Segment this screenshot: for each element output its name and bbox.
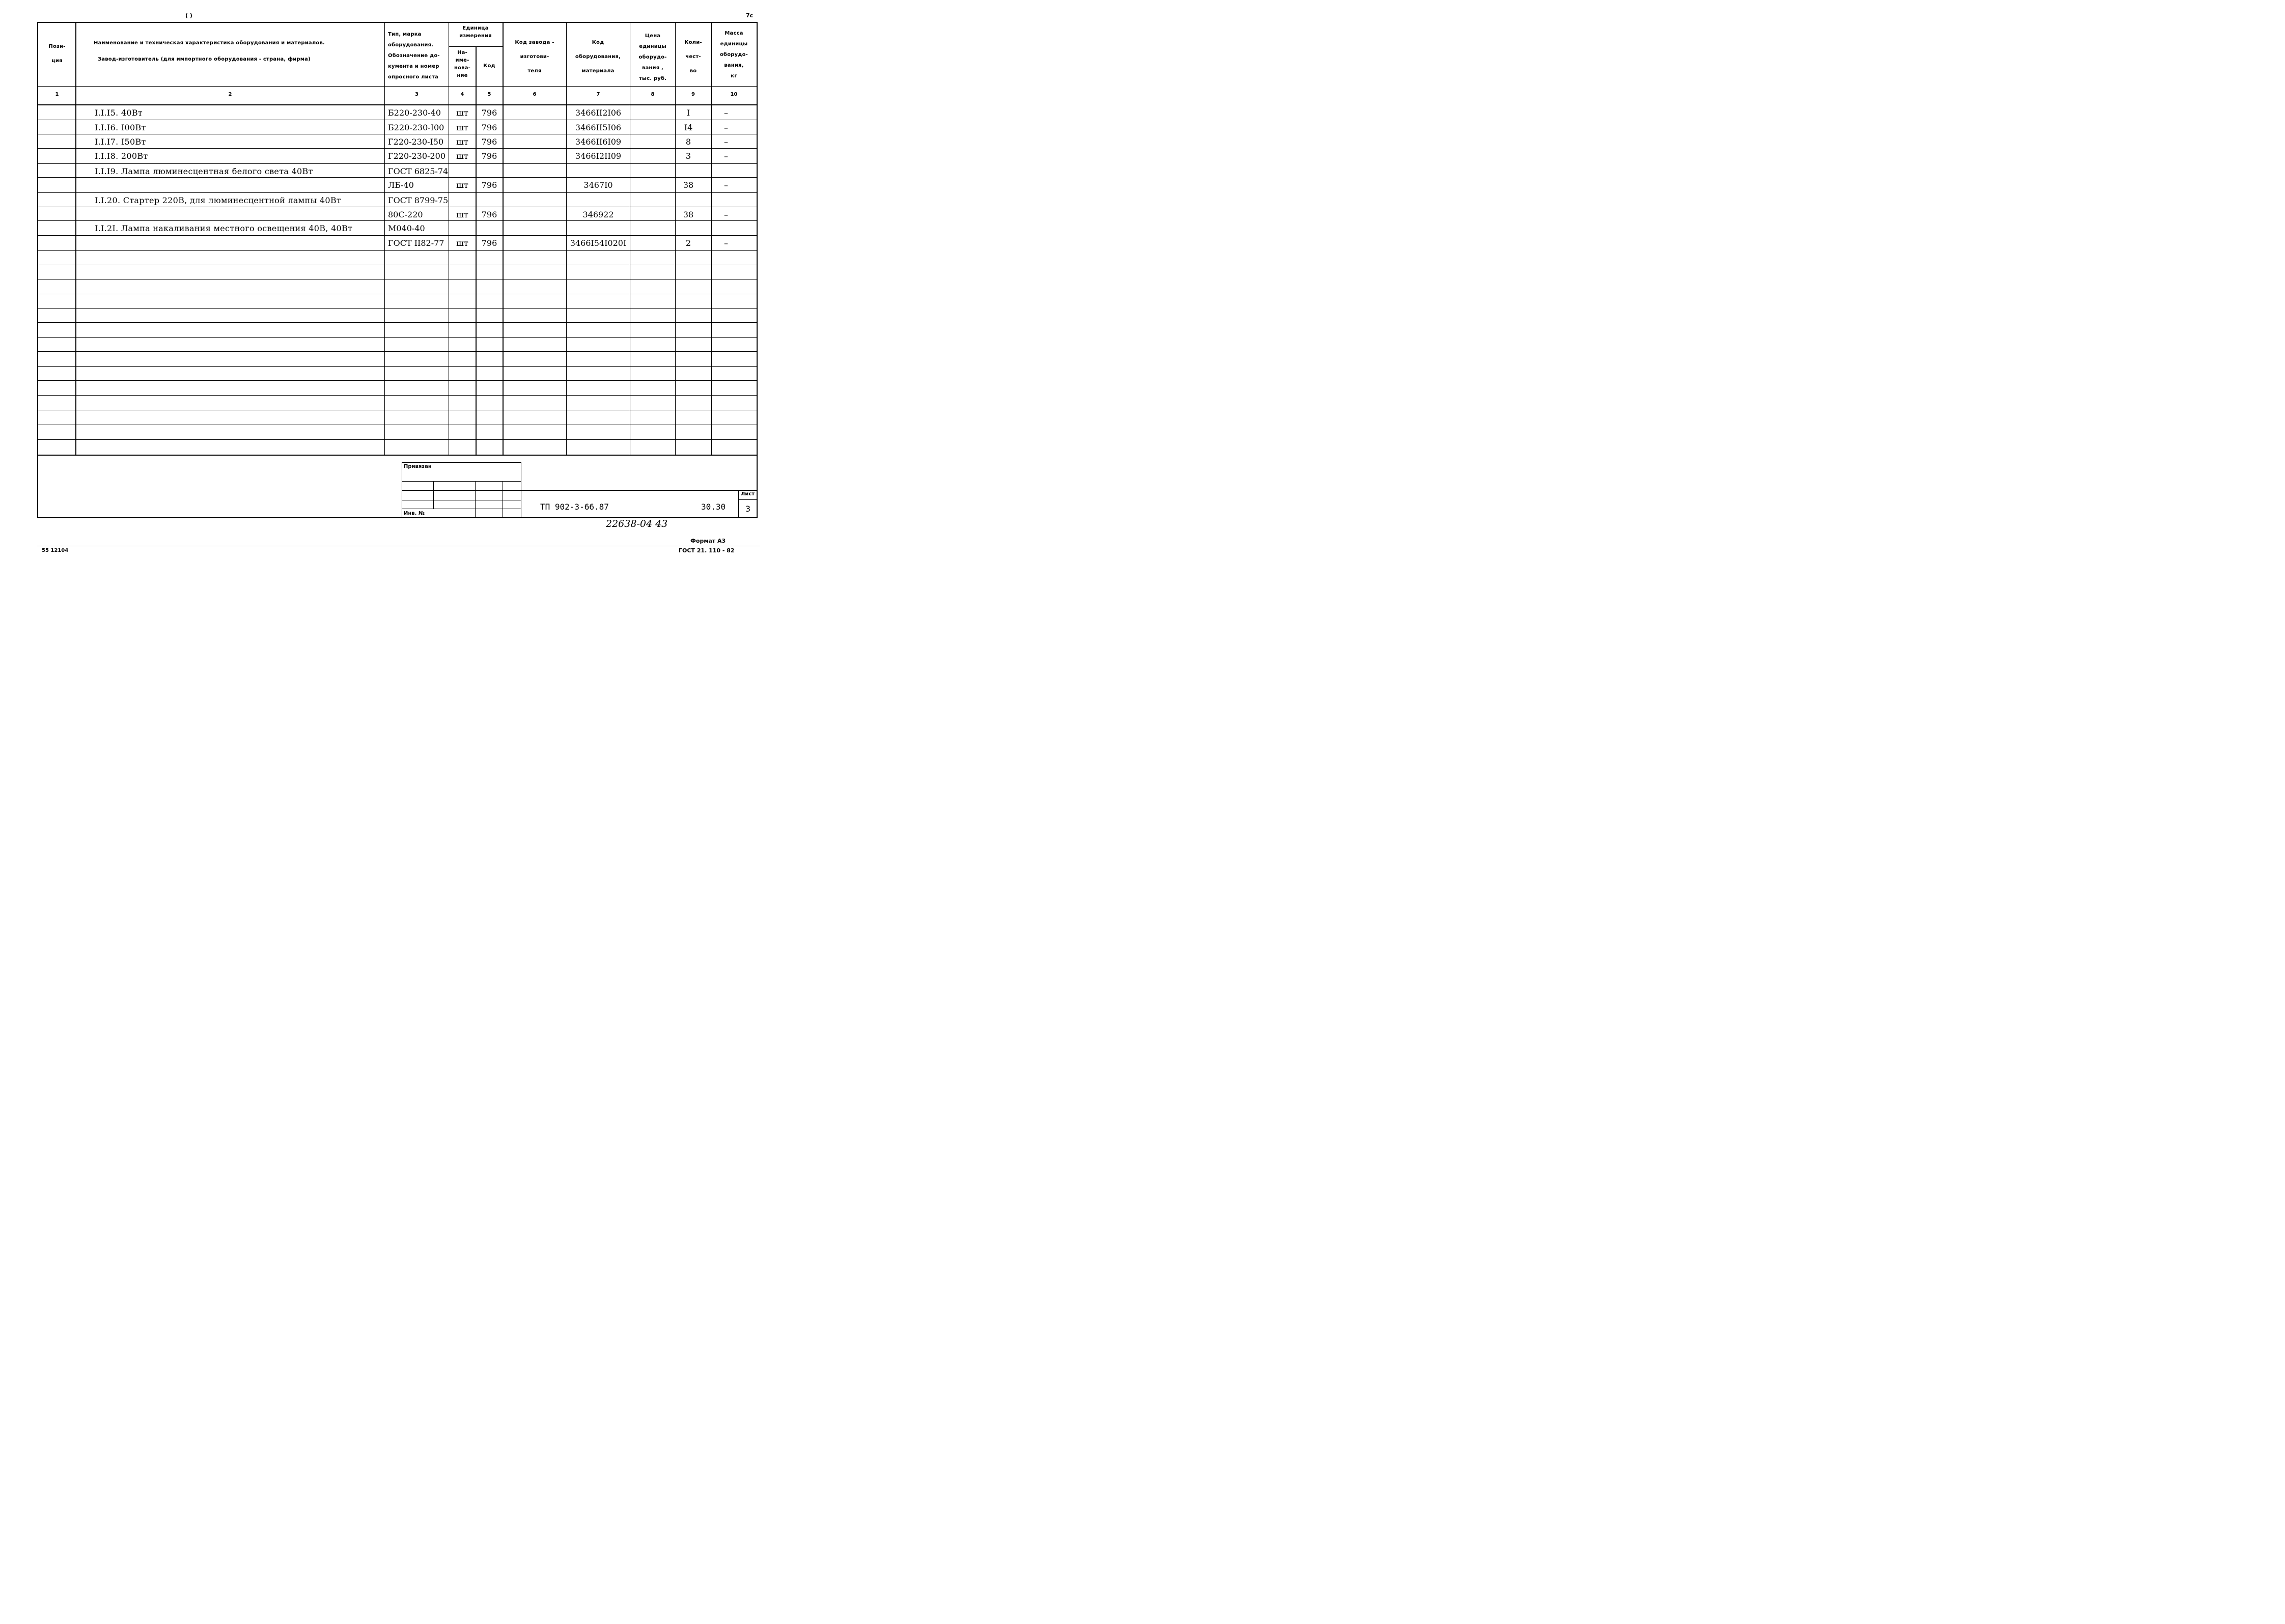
row-equipment-code: 3466I54I020I — [570, 238, 627, 248]
colnum-8: 8 — [651, 92, 655, 97]
row-rule — [38, 351, 757, 352]
row-mass: – — [724, 137, 728, 147]
row-unit: шт — [456, 151, 468, 161]
colnum-4: 4 — [460, 92, 464, 97]
row-unit-code: 796 — [481, 137, 497, 147]
stamp-col-2 — [475, 481, 476, 518]
row-rule — [38, 177, 757, 178]
row-name: I.I.2I. Лампа накаливания местного освещения 40В, 40Вт — [95, 223, 353, 233]
stamp-doc-code: ТП 902-3-66.87 — [540, 502, 609, 512]
row-name: I.I.I6. I00Вт — [95, 123, 146, 132]
row-unit-code: 796 — [481, 108, 497, 118]
colnum-1: 1 — [55, 92, 59, 97]
colnum-6: 6 — [533, 92, 537, 97]
row-unit-code: 796 — [481, 123, 497, 132]
row-unit-code: 796 — [481, 151, 497, 161]
row-rule — [38, 380, 757, 381]
row-rule — [38, 192, 757, 193]
row-quantity: 3 — [685, 151, 691, 161]
row-mass: – — [724, 238, 728, 248]
row-rule — [38, 250, 757, 251]
header-unit-mass: Масса единицы оборудо- вания, кг — [719, 31, 748, 79]
row-unit-code: 796 — [481, 238, 497, 248]
row-quantity: I — [686, 108, 690, 118]
row-unit: шт — [456, 137, 468, 147]
row-unit-code: 796 — [481, 210, 497, 219]
stamp-inv-label: Инв. № — [404, 511, 425, 516]
row-unit: шт — [456, 210, 468, 219]
row-type: ЛБ-40 — [388, 180, 414, 190]
footer-gost: ГОСТ 21. 110 - 82 — [679, 547, 735, 554]
col-divider-5 — [503, 22, 504, 455]
colnum-3: 3 — [415, 92, 419, 97]
header-type: Тип, марка оборудования. Обозначение до- кумента и номер опросного листа — [388, 32, 440, 80]
row-rule — [38, 220, 757, 221]
row-unit: шт — [456, 238, 468, 248]
header-name-line2: Завод-изготовитель (для импортного оборудования - страна, фирма) — [98, 57, 311, 62]
stamp-top — [402, 462, 521, 463]
row-mass: – — [724, 108, 728, 118]
colnum-5: 5 — [487, 92, 491, 97]
row-mass: – — [724, 180, 728, 190]
row-quantity: 38 — [683, 180, 694, 190]
row-type: Г220-230-I50 — [388, 137, 444, 147]
row-rule — [38, 322, 757, 323]
row-rule — [38, 366, 757, 367]
table-bottom-rule — [38, 455, 757, 456]
header-position: Пози- ция — [48, 44, 66, 64]
row-rule — [38, 308, 757, 309]
header-unit-code: Код — [483, 63, 495, 69]
header-bottom-rule — [38, 86, 757, 87]
col-divider-2 — [384, 22, 385, 455]
stamp-rule-1 — [402, 481, 521, 482]
header-unit-price: Цена единицы оборудо- вания , тыс. руб. — [638, 33, 667, 81]
top-right-mark: 7с — [746, 12, 754, 19]
footer-format: Формат А3 — [690, 538, 726, 544]
colnum-2: 2 — [228, 92, 232, 97]
row-mass: – — [724, 151, 728, 161]
top-center-mark: ( ) — [185, 12, 192, 19]
stamp-col-1 — [433, 481, 434, 509]
row-unit: шт — [456, 180, 468, 190]
colnum-10: 10 — [730, 92, 738, 97]
header-quantity: Коли- чест- во — [684, 40, 702, 74]
colnum-7: 7 — [596, 92, 600, 97]
row-rule — [38, 163, 757, 164]
row-rule — [38, 439, 757, 440]
row-unit: шт — [456, 123, 468, 132]
row-type: Г220-230-200 — [388, 151, 446, 161]
title-block-top — [521, 490, 758, 491]
header-equipment-code: Код оборудования, материала — [575, 40, 621, 74]
row-name: I.I.I9. Лампа люминесцентная белого света 40Вт — [95, 166, 313, 176]
row-rule — [38, 395, 757, 396]
row-type: 80С-220 — [388, 210, 423, 219]
row-unit: шт — [456, 108, 468, 118]
row-name: I.I.20. Стартер 220В, для люминесцентной лампы 40Вт — [95, 195, 342, 205]
row-rule — [38, 235, 757, 236]
row-name: I.I.I5. 40Вт — [95, 108, 143, 118]
row-rule — [38, 148, 757, 149]
stamp-bound-label: Привязан — [404, 464, 432, 469]
sheet-box-rule — [738, 499, 758, 500]
row-type: Б220-230-I00 — [388, 123, 444, 132]
header-factory-code: Код завода - изготови- теля — [515, 40, 554, 74]
row-equipment-code: 3466II5I06 — [575, 123, 622, 132]
header-name-line1: Наименование и техническая характеристика оборудования и материалов. — [94, 40, 325, 46]
row-quantity: 8 — [685, 137, 691, 147]
row-equipment-code: 3466II2I06 — [575, 108, 622, 118]
row-name: I.I.I8. 200Вт — [95, 151, 148, 161]
stamp-sheet-number: 3 — [745, 504, 751, 514]
footer-left-code: 55 12104 — [42, 548, 69, 553]
stamp-rule-2 — [402, 490, 521, 491]
row-rule — [38, 337, 757, 338]
row-type: М040-40 — [388, 223, 425, 233]
row-mass: – — [724, 210, 728, 219]
row-quantity: 2 — [685, 238, 691, 248]
row-unit-code: 796 — [481, 180, 497, 190]
row-type: ГОСТ 8799-75 — [388, 195, 449, 205]
stamp-sheet-label: Лист — [741, 491, 755, 497]
stamp-section-code: 30.30 — [701, 502, 726, 512]
row-mass: – — [724, 123, 728, 132]
row-equipment-code: 3466II6I09 — [575, 137, 622, 147]
row-type: Б220-230-40 — [388, 108, 441, 118]
header-unit-name: На- име- нова- ние — [454, 50, 470, 78]
row-equipment-code: 3466I2II09 — [575, 151, 622, 161]
header-unit-group: Единица измерения — [459, 25, 492, 39]
colnum-9: 9 — [691, 92, 695, 97]
col-divider-1 — [75, 22, 76, 455]
row-type: ГОСТ II82-77 — [388, 238, 444, 248]
row-equipment-code: 3467I0 — [583, 180, 613, 190]
row-type: ГОСТ 6825-74 — [388, 166, 449, 176]
row-name: I.I.I7. I50Вт — [95, 137, 146, 147]
column-numbers-bottom-rule — [38, 104, 757, 105]
row-quantity: 38 — [683, 210, 694, 219]
row-quantity: I4 — [684, 123, 693, 132]
row-equipment-code: 346922 — [582, 210, 614, 219]
handwritten-archive-number: 22638-04 43 — [606, 518, 668, 529]
